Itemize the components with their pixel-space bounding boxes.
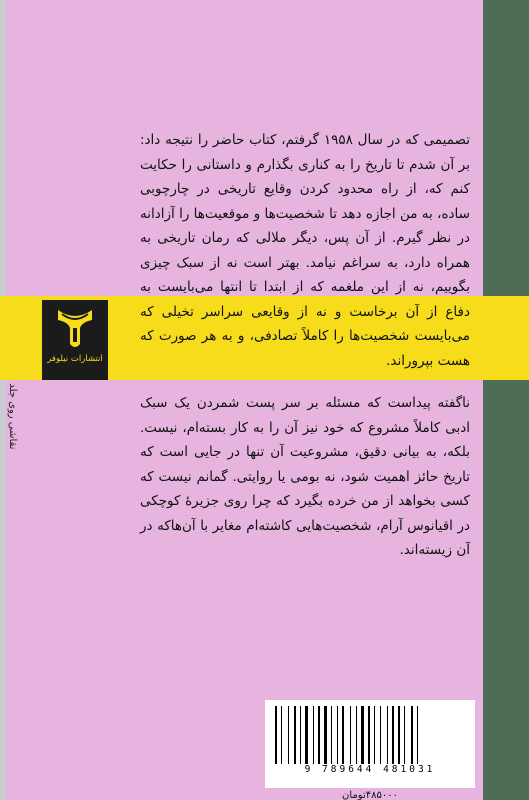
barcode-bar [402, 706, 403, 764]
barcode-bar [374, 706, 375, 764]
barcode-bar [372, 706, 373, 764]
publisher-logo [42, 300, 108, 380]
barcode-bar [380, 706, 381, 764]
barcode-bar [291, 706, 293, 764]
barcode-bar [398, 706, 400, 764]
barcode [275, 706, 465, 764]
barcode-bar [387, 706, 388, 764]
barcode-bar [337, 706, 338, 764]
barcode-bar [420, 706, 422, 764]
barcode-bar [322, 706, 323, 764]
barcode-bar [310, 706, 312, 764]
barcode-bar [334, 706, 336, 764]
barcode-bar [324, 706, 327, 764]
barcode-bar [329, 706, 330, 764]
green-side-strip [483, 0, 529, 800]
barcode-bar [340, 706, 341, 764]
blurb-paragraph-2: ناگفته پیداست که مسئله بر سر پست شمردن یک سبک ادبی کاملاً مشروع که خود نیز آن را به کار بسته‌ام، نیست. بلکه، به بیانی دقیق، مشروعیت آن تنها در جایی است که تاریخ حائز اهمیت شود، نه بومی یا روایتی. گمانم نیست که کسی بخواهد از من خرده بگیرد که چرا روی جزیرهٔ کوچکی در اقیانوس آرام، شخصیت‌هایی کاشته‌ام مغایر با آن‌هاکه در آن زیسته‌اند. [140, 395, 470, 558]
spine-edge [0, 0, 6, 800]
barcode-bar [298, 706, 299, 764]
barcode-bar [305, 706, 308, 764]
barcode-bar [275, 706, 277, 764]
barcode-bar [350, 706, 351, 764]
barcode-bar [415, 706, 416, 764]
barcode-bar [281, 706, 282, 764]
isbn-digits: 9 789644 481031 [304, 764, 436, 775]
barcode-bar [392, 706, 394, 764]
barcode-bar [318, 706, 320, 764]
barcode-bar [361, 706, 364, 764]
band-strip-overlay [483, 296, 529, 380]
barcode-bar [279, 706, 280, 764]
publisher-name: انتشارات نیلوفر [47, 354, 103, 364]
barcode-bar [390, 706, 391, 764]
barcode-bar [288, 706, 289, 764]
barcode-bar [366, 706, 367, 764]
barcode-bar [353, 706, 355, 764]
barcode-bar [342, 706, 344, 764]
price-label: ۴۸۵۰۰۰تومان [342, 790, 398, 800]
blurb-text [140, 128, 470, 565]
cover-credit-label: نقاشی روی جلد [7, 383, 18, 450]
barcode-bar [404, 706, 405, 764]
barcode-bar [377, 706, 379, 764]
barcode-bar [300, 706, 301, 764]
barcode-bar [368, 706, 370, 764]
barcode-bar [284, 706, 287, 764]
lotus-emblem-icon [54, 306, 96, 352]
barcode-bar [396, 706, 397, 764]
barcode-bar [383, 706, 386, 764]
barcode-bar [294, 706, 296, 764]
barcode-bar [316, 706, 317, 764]
barcode-bar [346, 706, 349, 764]
barcode-bar [356, 706, 357, 764]
blurb-paragraph-1: تصمیمی که در سال ۱۹۵۸ گرفتم، کتاب حاضر را نتیجه داد: بر آن شدم تا تاریخ را به کناری بگذارم و داستانی را حکایت کنم که، از راه محدود کردن وقایع تاریخی در چارچوبی ساده، به من اجازه دهد تا شخصیت‌ها و موقعیت‌ها را آزادانه در نظر گیرم. از آن پس، دیگر ملالی که رمان تاریخی به همراه دارد، به سراغم نیامد. بهتر است نه از سبک چیزی بگوییم، نه از این ملغمه که از ابتدا تا انتها می‌بایست به دفاع از آن برخاست و نه از وقایعی سراسر تخیلی که می‌بایست شخصیت‌ها را کاملاً تصادفی، و به هر صورت که هست بپروراند. [140, 132, 470, 369]
barcode-bar [417, 706, 418, 764]
barcode-bar [411, 706, 413, 764]
barcode-bar [359, 706, 360, 764]
barcode-box [265, 700, 475, 788]
barcode-bar [303, 706, 304, 764]
barcode-bar [407, 706, 410, 764]
barcode-bar [331, 706, 332, 764]
barcode-bar [313, 706, 314, 764]
